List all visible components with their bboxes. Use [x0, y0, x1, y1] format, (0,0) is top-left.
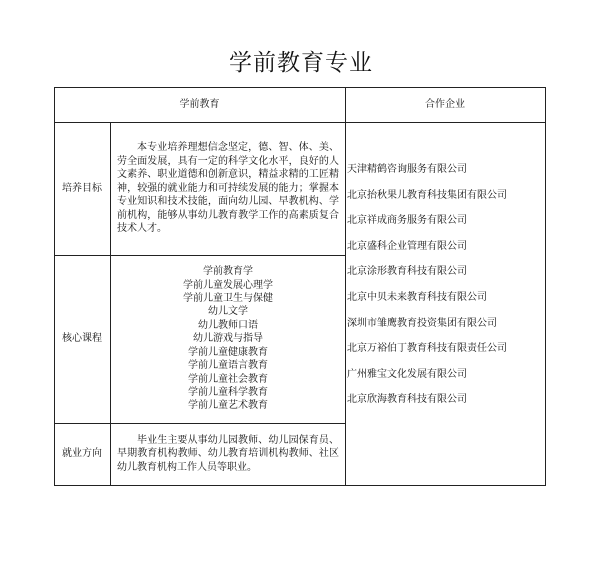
course-item: 学前儿童卫生与保健 [183, 293, 273, 305]
header-major: 学前教育 [179, 98, 220, 110]
course-item: 学前儿童健康教育 [188, 346, 268, 358]
company-list [345, 157, 545, 413]
row-label-goal: 培养目标 [62, 182, 102, 194]
career-text: 毕业生主要从事幼儿园教师、幼儿园保育员、早期教育机构教师、幼儿教育培训机构教师、社区幼儿教育机构工作人员等职业。 [117, 434, 339, 473]
company-item: 北京抬秋果儿教育科技集团有限公司 [347, 189, 507, 201]
header-partners: 合作企业 [425, 98, 465, 110]
course-item: 学前儿童艺术教育 [188, 400, 268, 412]
course-item: 学前儿童发展心理学 [183, 279, 273, 291]
courses-list [111, 255, 345, 423]
company-item: 北京涂形教育科技有限公司 [347, 266, 467, 278]
goal-cell [111, 122, 345, 255]
row-label-courses: 核心课程 [62, 333, 102, 345]
row-label-career: 就业方向 [62, 448, 102, 460]
major-table [54, 87, 546, 486]
course-item: 幼儿游戏与指导 [193, 333, 263, 345]
course-item: 幼儿文学 [208, 306, 248, 318]
table-border-bottom [54, 485, 546, 486]
page-title: 学前教育专业 [229, 50, 373, 76]
course-item: 学前儿童语言教育 [188, 360, 268, 372]
company-item: 北京盛科企业管理有限公司 [347, 240, 467, 252]
company-item: 广州雅宝文化发展有限公司 [347, 368, 467, 380]
goal-text: 本专业培养理想信念坚定，德、智、体、美、劳全面发展，具有一定的科学文化水平，良好的人文素养、职业道德和创新意识，精益求精的工匠精神，较强的就业能力和可持续发展的能力；掌握本专业知识和技术技能，面向幼儿园、早教机构、学前机构，能够从事幼儿教育教学工作的高素质复合技术人才。 [117, 142, 339, 235]
course-item: 学前教育学 [203, 266, 253, 278]
company-item: 天津精鹤咨询服务有限公司 [347, 164, 467, 175]
company-item: 北京祥成商务服务有限公司 [347, 215, 467, 227]
course-item: 幼儿教师口语 [198, 319, 258, 331]
career-cell [111, 423, 345, 485]
company-item: 北京欣海教育科技有限公司 [347, 394, 467, 406]
company-item: 北京中贝未来教育科技有限公司 [347, 291, 487, 303]
company-item: 深圳市雏鹰教育投资集团有限公司 [347, 317, 497, 329]
table-border-right [545, 87, 546, 486]
course-item: 学前儿童社会教育 [188, 373, 268, 385]
course-item: 学前儿童科学教育 [188, 386, 268, 398]
company-item: 北京万裕伯丁教育科技有限责任公司 [347, 343, 507, 355]
